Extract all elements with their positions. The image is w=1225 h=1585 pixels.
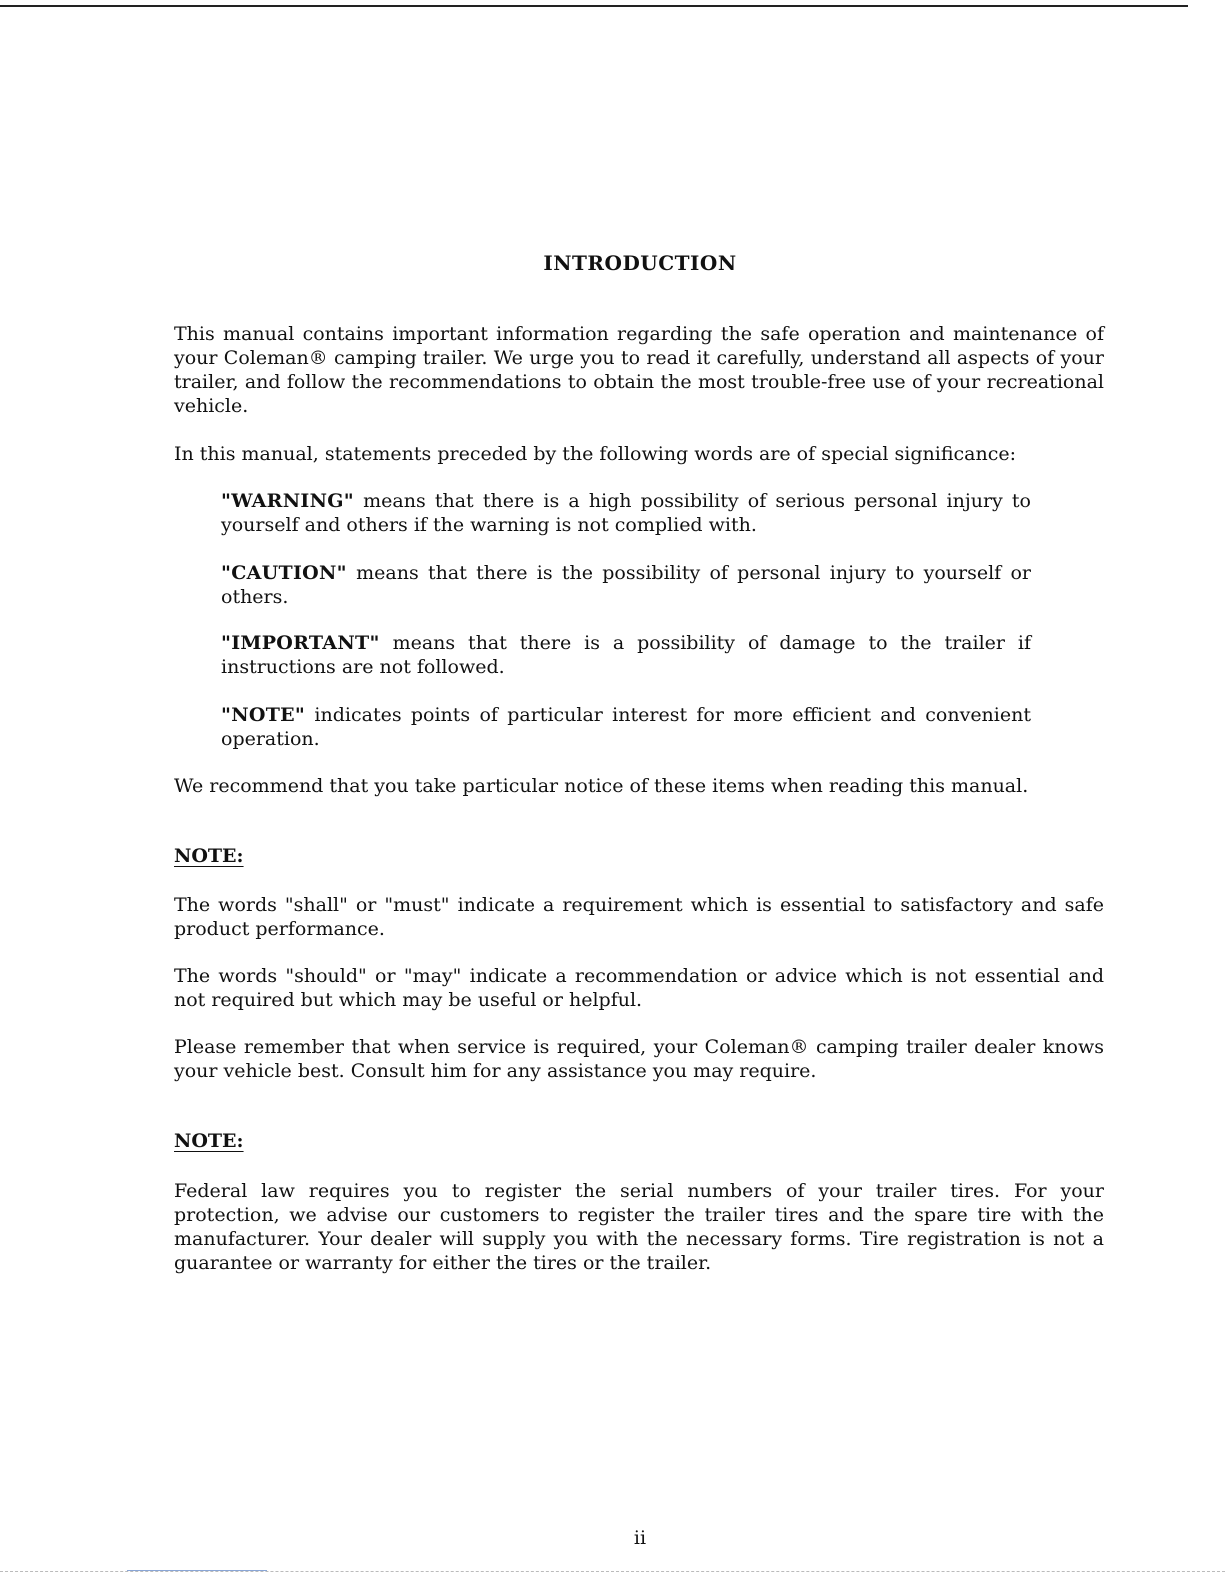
intro-paragraph: This manual contains important information regarding the safe operation and maintenance of your Coleman® camping trailer. We urge you to read it carefully, understand all aspects of your trailer, and follow the recommendations to obtain the most trouble-free use of your recreational vehicle.: [174, 323, 1104, 417]
note2-paragraph: Federal law requires you to register the serial numbers of your trailer tires. For your protection, we advise our customers to register the trailer tires and the spare tire with the manufacturer. Your dealer will supply you with the necessary forms. Tire registration is not a guarantee or warranty for either the tires or the trailer.: [174, 1180, 1104, 1274]
definition-term-warning: "WARNING": [221, 490, 355, 512]
note1-paragraph-shall: The words "shall" or "must" indicate a requirement which is essential to satisfactory and safe product performance.: [174, 894, 1104, 940]
definition-text-caution: means that there is the possibility of personal injury to yourself or others.: [221, 562, 1031, 608]
definition-note: [221, 703, 1031, 751]
top-rule: [0, 5, 1188, 7]
page-title: INTRODUCTION: [543, 251, 737, 275]
definition-text-note: indicates points of particular interest for more efficient and convenient operation.: [221, 704, 1031, 750]
definition-term-important: "IMPORTANT": [221, 632, 380, 654]
note-heading-1: NOTE:: [174, 845, 244, 867]
note-heading-2: NOTE:: [174, 1130, 244, 1152]
definition-term-caution: "CAUTION": [221, 562, 347, 584]
special-significance-text: In this manual, statements preceded by the following words are of special significance:: [174, 443, 1016, 465]
bottom-rule-accent: [127, 1570, 267, 1571]
definition-caution: [221, 561, 1031, 609]
definition-text-warning: means that there is a high possibility of serious personal injury to yourself and others if the warning is not complied with.: [221, 490, 1031, 536]
definition-text-important: means that there is a possibility of damage to the trailer if instructions are not followed.: [221, 632, 1031, 678]
note1-paragraph-should: The words "should" or "may" indicate a recommendation or advice which is not essential and not required but which may be useful or helpful.: [174, 965, 1104, 1011]
page-number: ii: [633, 1527, 647, 1549]
definition-important: [221, 631, 1031, 679]
note1-paragraph-service: Please remember that when service is required, your Coleman® camping trailer dealer knows your vehicle best. Consult him for any assistance you may require.: [174, 1036, 1104, 1082]
bottom-rule: [0, 1571, 1225, 1572]
definition-term-note: "NOTE": [221, 704, 306, 726]
definition-warning: [221, 489, 1031, 537]
recommend-text: We recommend that you take particular notice of these items when reading this manual.: [174, 775, 1029, 797]
